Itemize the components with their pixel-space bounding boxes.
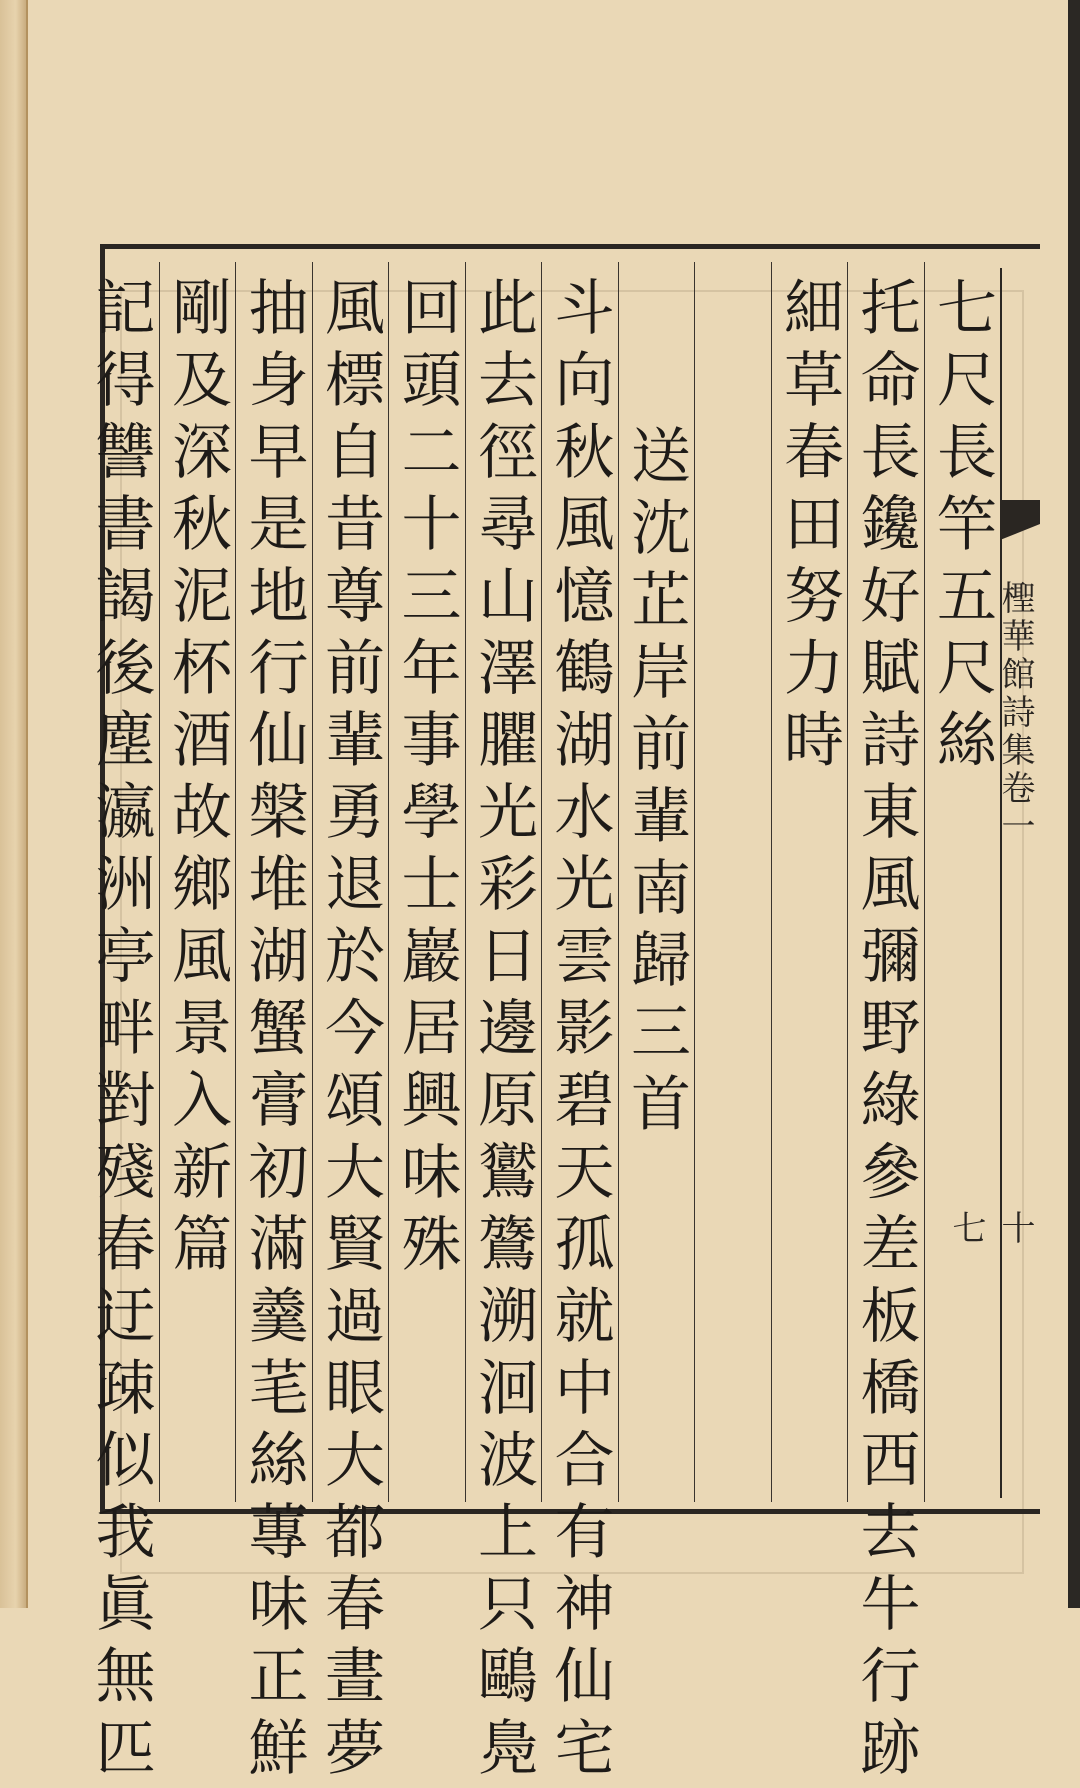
column-text: 細草春田努力時: [774, 276, 844, 780]
text-column: [771, 262, 848, 1502]
text-column: [465, 262, 542, 1788]
text-column: [159, 262, 236, 1502]
column-text: 剛及深秋泥杯酒故鄉風景入新篇: [162, 276, 232, 1284]
column-text: 托命長鑱好賦詩東風彌野綠參差板橋西去牛行跡: [850, 276, 921, 1788]
folio-number: 十七: [946, 1210, 1035, 1244]
centre-strip-title: 檉華館詩集卷一: [995, 580, 1035, 846]
column-text: 送沈芷岸前輩南歸三首: [621, 424, 691, 1144]
text-column: [924, 262, 1001, 1502]
column-text: 記得讐書謁後塵瀛洲亭畔對殘春迂疎似我眞無匹: [85, 276, 156, 1788]
column-text: 抽身早是地行仙槃堆湖蟹膏初滿羹芼絲蓴味正鮮: [238, 276, 309, 1788]
adjacent-leaf-edge: [0, 0, 26, 1608]
text-column: [694, 262, 771, 1502]
column-text: 斗向秋風憶鶴湖水光雲影碧天孤就中合有神仙宅: [544, 276, 615, 1788]
text-column: [235, 262, 312, 1788]
text-column: [847, 262, 924, 1788]
text-column: [618, 262, 695, 1502]
text-column: [388, 262, 465, 1502]
column-text: 此去徑尋山澤臞光彩日邊原鸑鷟溯洄波上只鷗鳧: [468, 276, 538, 1788]
fold-line: [26, 0, 28, 1608]
column-text: 回頭二十三年事學士巖居興味殊: [391, 276, 462, 1284]
text-column: [82, 262, 159, 1788]
text-column: [541, 262, 618, 1788]
column-text: 七尺長竿五尺絲: [927, 276, 997, 780]
column-text: 風標自昔尊前輩勇退於今頌大賢過眼大都春晝夢: [315, 276, 385, 1788]
text-column: [312, 262, 389, 1788]
book-binding: [1068, 0, 1080, 1608]
